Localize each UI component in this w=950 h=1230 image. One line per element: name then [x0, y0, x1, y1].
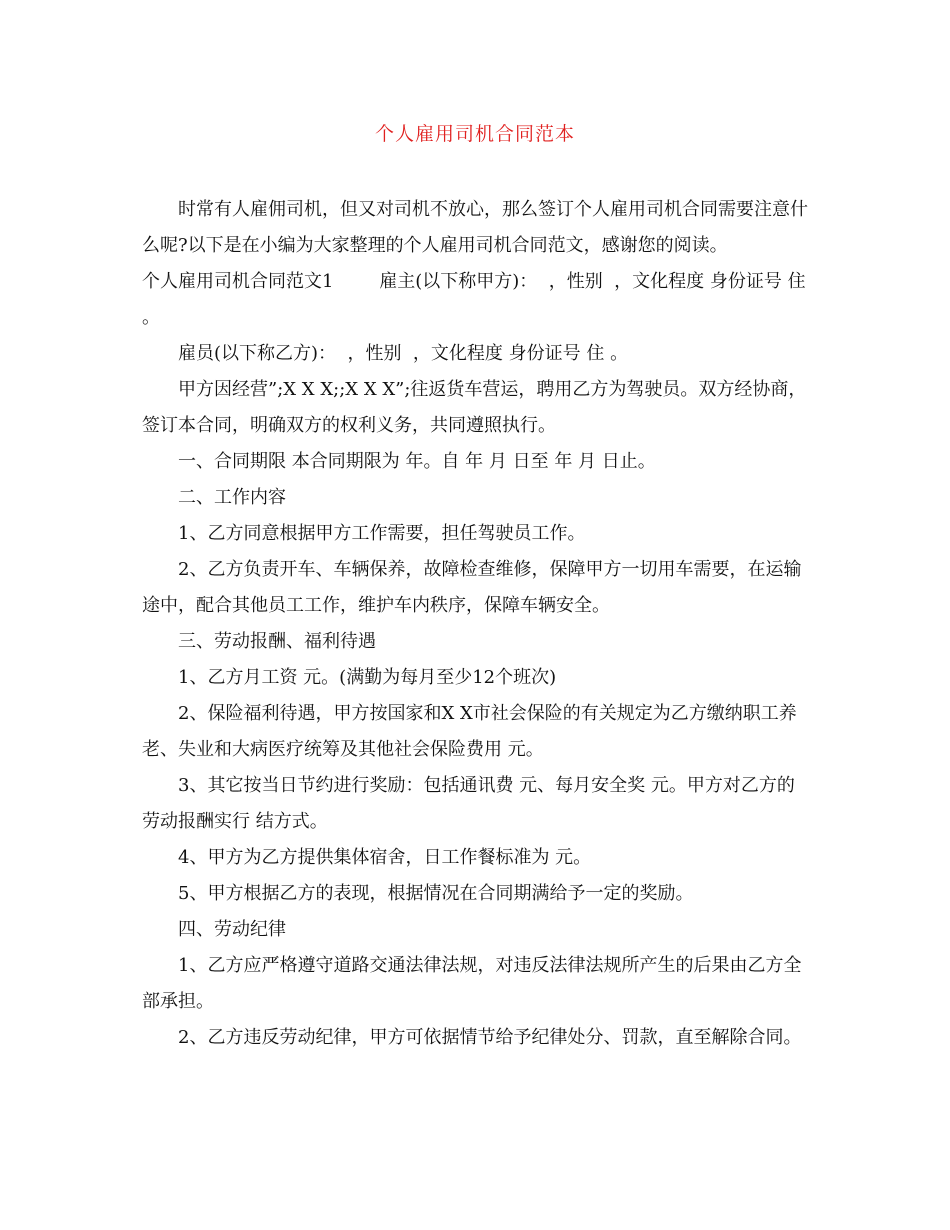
clause-discipline-2: 2、乙方违反劳动纪律，甲方可依据情节给予纪律处分、罚款，直至解除合同。: [178, 1027, 802, 1048]
paragraph-intro: 时常有人雇佣司机，但又对司机不放心，那么签订个人雇用司机合同需要注意什么呢?以下是在小编为大家整理的个人雇用司机合同范文，感谢您的阅读。: [142, 199, 808, 256]
clause-work-2: 2、乙方负责开车、车辆保养，故障检查维修，保障甲方一切用车需要，在运输途中，配合其他员工工作，维护车内秩序，保障车辆安全。: [142, 559, 802, 616]
clause-discipline-1: 1、乙方应严格遵守道路交通法律法规，对违反法律法规所产生的后果由乙方全部承担。: [142, 955, 802, 1012]
section-heading-pay: 三、劳动报酬、福利待遇: [178, 631, 376, 652]
document-body: [142, 192, 812, 1056]
paragraph-employer: 个人雇用司机合同范文1 雇主(以下称甲方)： ，性别 ，文化程度 身份证号 住 。: [142, 271, 812, 328]
section-heading-discipline: 四、劳动纪律: [178, 919, 286, 940]
clause-pay-2: 2、保险福利待遇，甲方按国家和X X市社会保险的有关规定为乙方缴纳职工养老、失业和大病医疗统筹及其他社会保险费用 元。: [142, 703, 797, 760]
clause-pay-4: 4、甲方为乙方提供集体宿舍，日工作餐标准为 元。: [178, 847, 592, 868]
clause-pay-3: 3、其它按当日节约进行奖励：包括通讯费 元、每月安全奖 元。甲方对乙方的劳动报酬实行 结方式。: [142, 775, 795, 832]
paragraph-employee: 雇员(以下称乙方)： ，性别 ，文化程度 身份证号 住 。: [178, 343, 629, 364]
document-title: 个人雇用司机合同范本: [374, 123, 575, 145]
clause-work-1: 1、乙方同意根据甲方工作需要，担任驾驶员工作。: [178, 523, 586, 544]
section-heading-work: 二、工作内容: [178, 487, 286, 508]
paragraph-purpose: 甲方因经营”;X X X;;X X X”;往返货车营运，聘用乙方为驾驶员。双方经协商，签订本合同，明确双方的权利义务，共同遵照执行。: [142, 379, 807, 436]
section-term: 一、合同期限 本合同期限为 年。自 年 月 日至 年 月 日止。: [178, 451, 656, 472]
clause-pay-5: 5、甲方根据乙方的表现，根据情况在合同期满给予一定的奖励。: [178, 883, 694, 904]
clause-pay-1: 1、乙方月工资 元。(满勤为每月至少12个班次): [178, 667, 557, 688]
